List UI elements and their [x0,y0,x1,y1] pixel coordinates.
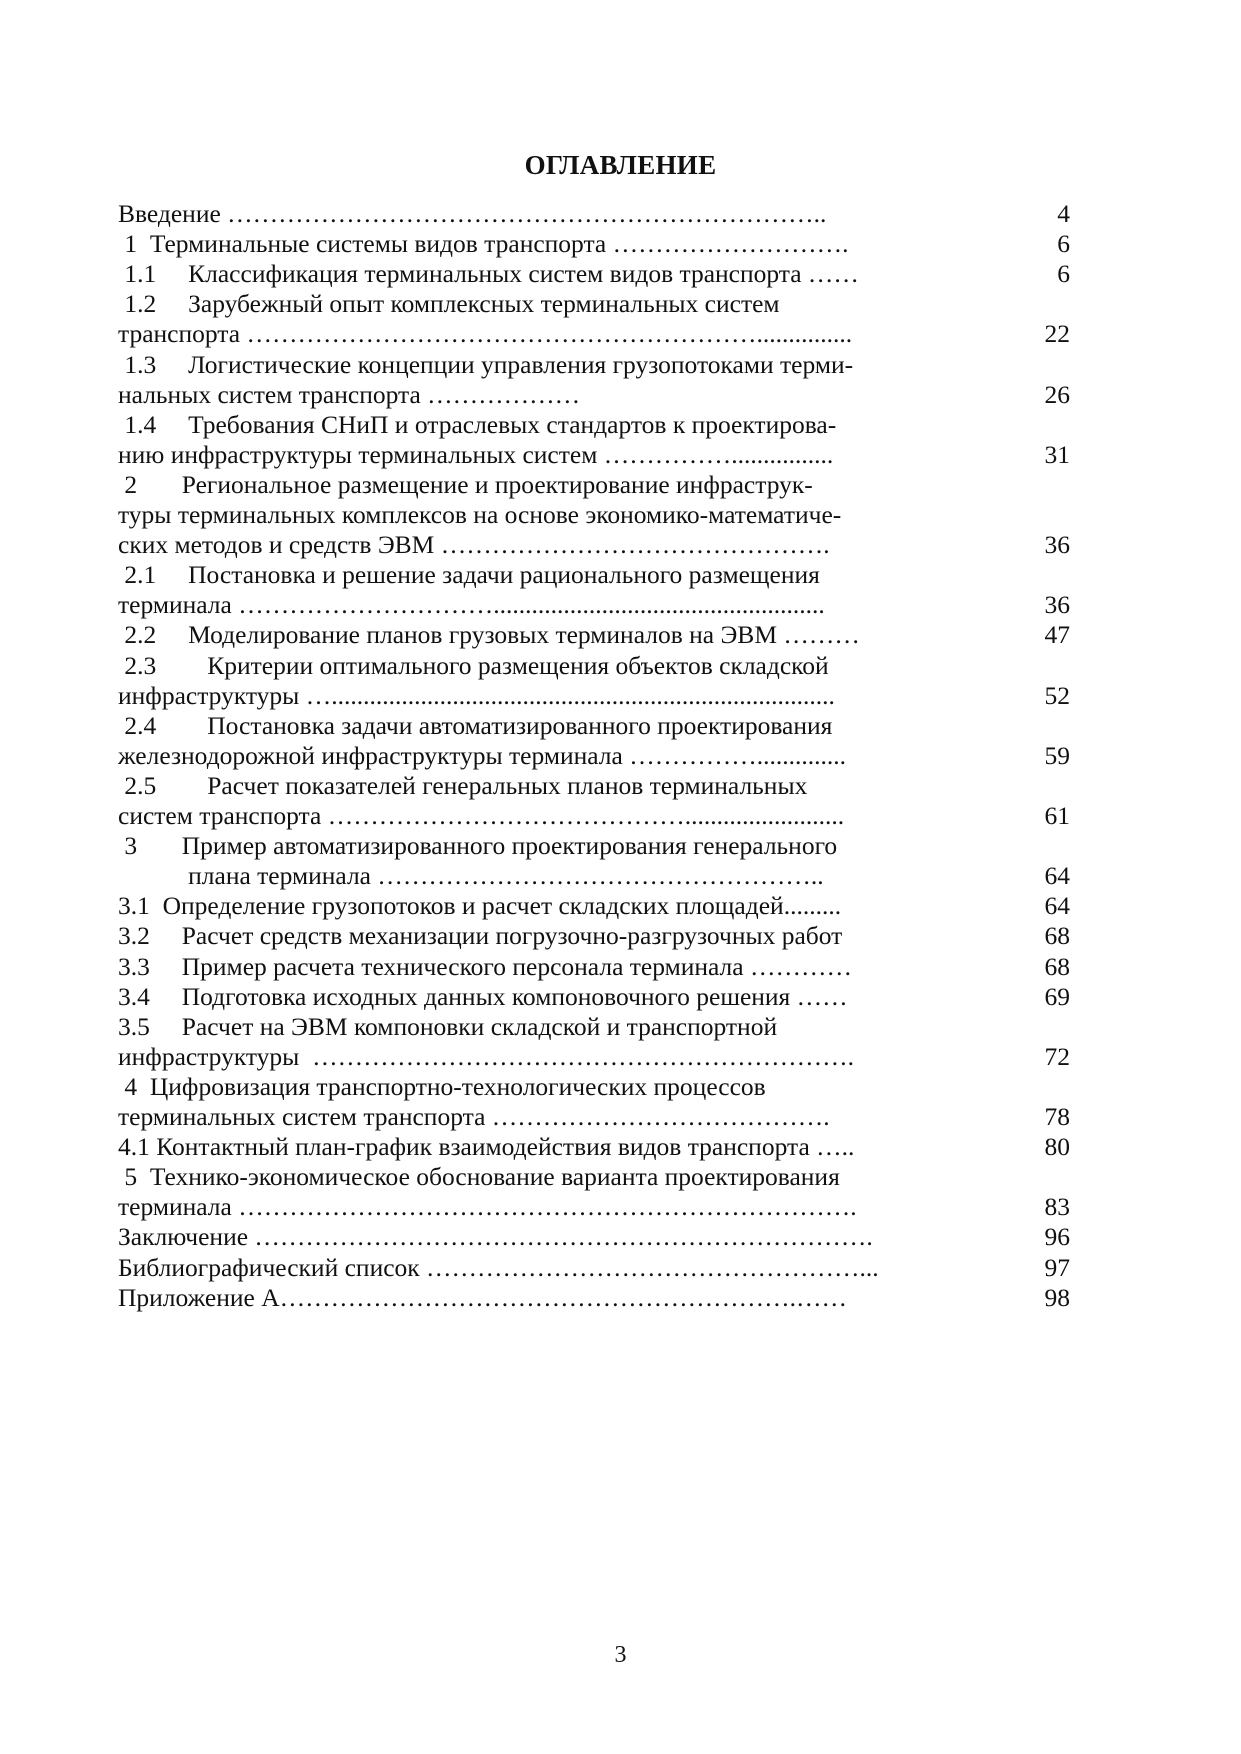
toc-line-text: 3 Пример автоматизированного проектирования генерального [118,831,838,861]
toc-line [0,1130,1241,1164]
toc-line-text: 5 Технико-экономическое обоснование варианта проектирования [118,1162,840,1192]
toc-line-text: 3.3 Пример расчета технического персонала терминала ………… [118,951,852,981]
toc-page-number: 26 [1044,379,1070,409]
toc-line-text: 4.1 Контактный план-график взаимодействия видов транспорта ….. [118,1132,855,1162]
toc-line-text: Заключение ………………………………………………………………. [118,1222,873,1252]
toc-line [0,1160,1241,1194]
toc-page-number: 6 [1057,259,1070,289]
toc-line [0,980,1241,1014]
toc-line [0,739,1241,773]
toc-line [0,618,1241,652]
toc-page-number: 4 [1057,199,1070,228]
toc-page-number: 6 [1057,229,1070,259]
toc-line [0,649,1241,683]
toc-line-text: 1.4 Требования СНиП и отраслевых стандартов к проектирова- [118,409,837,439]
toc-page-number: 69 [1044,981,1070,1011]
toc-page-number: 22 [1044,319,1070,349]
toc-page-number: 68 [1044,921,1070,951]
toc-line [0,889,1241,923]
toc-line-text: терминальных систем транспорта …………………………………. [118,1102,830,1131]
toc-page-number: 47 [1044,620,1070,650]
toc-line [0,348,1241,382]
toc-line-text: транспорта ……………………………………………………............... [118,319,853,349]
toc-line [0,1070,1241,1104]
toc-line-text: нальных систем транспорта ……………… [118,379,581,409]
toc-line [0,588,1241,622]
toc-line-text: 3.2 Расчет средств механизации погрузочно-разгрузочных работ [118,921,843,951]
toc-line [0,1220,1241,1254]
toc-line-text: 2.2 Моделирование планов грузовых терминалов на ЭВМ ……… [118,620,860,650]
toc-page-number: 64 [1044,891,1070,921]
toc-line [0,257,1241,291]
toc-line-text: нию инфраструктуры терминальных систем ……………................ [118,439,834,469]
toc-line [0,799,1241,833]
toc-line-text: 3.4 Подготовка исходных данных компоновочного решения …… [118,981,848,1011]
toc-line-text: ских методов и средств ЭВМ ………………………………………. [118,530,830,560]
toc-line-text: 2.3 Критерии оптимального размещения объектов складской [118,650,829,680]
toc-line-text: 3.1 Определение грузопотоков и расчет складских площадей......... [118,891,842,921]
toc-line [0,1251,1241,1285]
toc-line [0,919,1241,953]
toc-line-text: железнодорожной инфраструктуры терминала …………….............. [118,740,846,770]
toc-page-number: 36 [1044,590,1070,620]
toc-line-text: Приложение А…………………………………………………….…… [118,1282,848,1312]
toc-line-text: инфраструктуры …............................................................................... [118,680,835,710]
toc-page-number: 72 [1044,1041,1070,1071]
toc-line-text: 1.1 Классификация терминальных систем видов транспорта …… [118,259,859,289]
toc-line [0,378,1241,412]
toc-line-text: 2.1 Постановка и решение задачи рационального размещения [118,560,820,590]
toc-line-text: Библиографический список ……………………………………………... [118,1252,879,1282]
toc-line [0,1281,1241,1315]
toc-line-text: терминала ………………………………………………………………. [118,1192,857,1222]
toc-line-text: туры терминальных комплексов на основе экономико-математиче- [118,500,842,529]
toc-line [0,528,1241,562]
toc-line [0,408,1241,442]
toc-line-text: 1.2 Зарубежный опыт комплексных терминальных систем [118,289,780,319]
toc-page-number: 78 [1044,1102,1070,1131]
toc-line-text: Введение …………………………………………………………….. [118,199,827,228]
toc-line [0,558,1241,592]
toc-page-number: 97 [1044,1252,1070,1282]
toc-page-number: 52 [1044,680,1070,710]
toc-page-number: 80 [1044,1132,1070,1162]
toc-line-text: 2 Региональное размещение и проектирование инфраструк- [118,469,813,499]
page-number: 3 [614,1642,627,1668]
toc-page-number: 96 [1044,1222,1070,1252]
toc-line [0,468,1241,502]
toc-line [0,679,1241,713]
toc-line [0,829,1241,863]
toc-line-text: инфраструктуры ………………………………………………………. [118,1041,854,1071]
toc-line [0,438,1241,472]
toc-line [0,859,1241,893]
toc-line [0,950,1241,984]
toc-line-text: 4 Цифровизация транспортно-технологических процессов [118,1071,766,1101]
toc-title: ОГЛАВЛЕНИЕ [524,150,717,180]
toc-line-text: 1 Терминальные системы видов транспорта ………………………. [118,229,849,259]
toc-line [0,197,1241,231]
toc-page-number: 61 [1044,801,1070,830]
toc-line-text: систем транспорта ……………………………………......................... [118,801,845,830]
toc-line [0,227,1241,261]
toc-line [0,498,1241,532]
toc-line-text: 3.5 Расчет на ЭВМ компоновки складской и транспортной [118,1011,778,1041]
toc-page-number: 68 [1044,951,1070,981]
toc-line [0,1040,1241,1074]
toc-page-number: 64 [1044,861,1070,891]
toc-page-number: 36 [1044,530,1070,560]
toc-line-text: плана терминала …………………………………………….. [118,861,824,891]
toc-line-text: 1.3 Логистические концепции управления грузопотоками терми- [118,349,854,379]
toc-line [0,1100,1241,1134]
toc-line-text: 2.5 Расчет показателей генеральных планов терминальных [118,770,808,800]
toc-page-number: 83 [1044,1192,1070,1222]
toc-line-text: 2.4 Постановка задачи автоматизированного проектирования [118,710,833,740]
toc-line [0,1010,1241,1044]
toc-line [0,709,1241,743]
toc-line-text: терминала ………………………….................................................... [118,590,825,620]
toc-page-number: 98 [1044,1282,1070,1312]
toc-line [0,1190,1241,1224]
toc-line [0,769,1241,803]
toc-line [0,317,1241,351]
toc-page-number: 59 [1044,740,1070,770]
toc-line [0,287,1241,321]
toc-page-number: 31 [1044,439,1070,469]
